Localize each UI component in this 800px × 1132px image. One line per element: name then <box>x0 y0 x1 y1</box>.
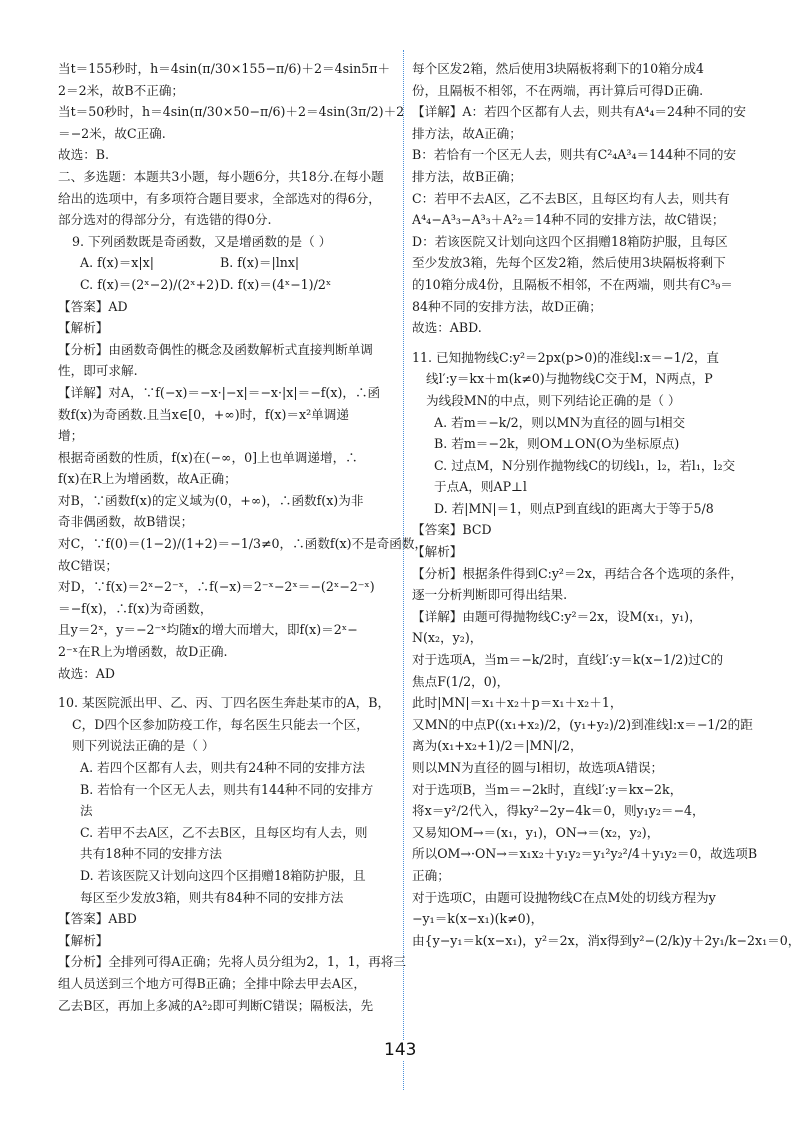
text-line: A⁴₄−A³₃−A³₃＋A²₂＝14种不同的安排方法，故C错误； <box>412 212 725 228</box>
text-line: 每个区发2箱，然后使用3块隔板将剩下的10箱分成4 <box>412 61 704 76</box>
text-line: 的10箱分成4份，且隔板不相邻，不在两端，则共有C³₉＝ <box>412 276 733 292</box>
text-line: 则以MN为直径的圆与l相切，故选项A错误； <box>412 760 664 775</box>
text-line: 又易知OM→＝(x₁，y₁)，ON→＝(x₂，y₂)， <box>412 824 660 840</box>
text-line: 【解析】 <box>58 320 109 336</box>
text-line: 共有18种不同的安排方法 <box>80 846 222 862</box>
option-text: B. f(x)＝|lnx| <box>220 255 300 271</box>
column-divider <box>403 50 404 1090</box>
text-line: 每区至少发放3箱，则共有84种不同的安排方法 <box>80 889 344 905</box>
text-line: 故选：B. <box>58 147 110 163</box>
text-line: 对C，∵f(0)＝(1−2)/(1+2)＝−1/3≠0，∴函数f(x)不是奇函数， <box>58 536 428 552</box>
text-line: 对B，∵函数f(x)的定义域为(0，+∞)，∴函数f(x)为非 <box>58 492 364 508</box>
text-line: 84种不同的安排方法，故D正确； <box>412 298 602 314</box>
text-line: 对于选项A，当m＝−k/2时，直线l′:y＝k(x−1/2)过C的 <box>412 652 724 668</box>
text-line: 故选：AD <box>58 665 115 681</box>
text-line: 将x＝y²/2代入，得ky²−2y−4k＝0，则y₁y₂＝−4， <box>412 803 705 819</box>
text-line: 【详解】对A，∵f(−x)＝−x·|−x|＝−x·|x|＝−f(x)，∴函 <box>58 384 381 400</box>
text-line: 【解析】 <box>412 544 463 560</box>
text-line: 逐一分析判断即可得出结果. <box>412 587 568 603</box>
text-line: 排方法，故B正确； <box>412 168 523 184</box>
text-line: 线l′:y＝kx＋m(k≠0)与抛物线C交于M，N两点，P <box>426 371 713 387</box>
text-line: 排方法，故A正确； <box>412 125 522 141</box>
spacer <box>412 339 750 347</box>
text-line: 对于选项C，由题可设抛物线C在点M处的切线方程为y <box>412 889 716 905</box>
text-line: A. 若四个区都有人去，则共有24种不同的安排方法 <box>80 760 366 775</box>
text-line: D. 若该医院又计划向这四个区捐赠18箱防护服，且 <box>80 867 366 883</box>
text-line: 【详解】由题可得抛物线C:y²＝2x，设M(x₁，y₁)， <box>412 608 702 624</box>
text-line: 二、多选题：本题共3小题，每小题6分，共18分.在每小题 <box>58 168 384 184</box>
text-line: 故选：ABD. <box>412 320 482 336</box>
option-text: C. f(x)＝(2ˣ−2)/(2ˣ+2) <box>80 276 220 292</box>
text-line: 离为(x₁+x₂+1)/2＝|MN|/2， <box>412 738 583 754</box>
text-line: 2＝2米，故B不正确； <box>58 82 185 98</box>
text-line: 由{y−y₁＝k(x−x₁)，y²＝2x，消x得到y²−(2/k)y＋2y₁/k−2x₁＝0， <box>412 932 800 948</box>
page-number: 143 <box>384 1040 417 1060</box>
text-line: 增； <box>58 428 84 444</box>
text-line: N(x₂，y₂)， <box>412 630 483 646</box>
text-line <box>58 274 396 296</box>
text-line: ＝−2米，故C正确. <box>58 125 166 141</box>
text-line: f(x)在R上为增函数，故A正确； <box>58 471 237 487</box>
text-line: 当t＝50秒时，h＝4sin(π/30×50−π/6)＋2＝4sin(3π/2)＋2 <box>58 104 405 120</box>
text-line: 根据奇函数的性质，f(x)在(−∞，0]上也单调递增，∴ <box>58 449 358 465</box>
text-line: 于点A，则AP⊥l <box>434 479 527 495</box>
text-line: 则下列说法正确的是（ ） <box>72 738 215 754</box>
text-line: 正确； <box>412 867 450 883</box>
text-line: B. 若恰有一个区无人去，则共有144种不同的安排方 <box>80 781 374 797</box>
text-line: 【答案】ABD <box>58 911 137 927</box>
text-line: 性，即可求解. <box>58 363 138 379</box>
text-line: 组人员送到三个地方可得B正确；全排中除去甲去A区， <box>58 975 367 991</box>
text-line: 【分析】全排列可得A正确；先将人员分组为2，1，1，再将三 <box>58 954 406 970</box>
text-line: ＝−f(x)，∴f(x)为奇函数， <box>58 600 213 616</box>
text-line: 且y＝2ˣ，y＝−2⁻ˣ均随x的增大而增大，即f(x)＝2ˣ− <box>58 622 358 638</box>
text-line: A. 若m＝−k/2，则以MN为直径的圆与l相交 <box>434 414 686 430</box>
option-text: D. f(x)＝(4ˣ−1)/2ˣ <box>220 276 332 292</box>
text-line: 又MN的中点P((x₁+x₂)/2，(y₁+y₂)/2)到准线l:x＝−1/2的距 <box>412 716 753 732</box>
text-line: B. 若m＝−2k，则OM⊥ON(O为坐标原点) <box>434 436 680 452</box>
text-line: 所以OM→·ON→＝x₁x₂＋y₁y₂＝y₁²y₂²/4＋y₁y₂＝0，故选项B <box>412 846 758 862</box>
text-line: B：若恰有一个区无人去，则共有C²₄A³₄＝144种不同的安 <box>412 147 737 163</box>
text-line: 故C错误； <box>58 557 119 573</box>
text-line: D. 若|MN|＝1，则点P到直线l的距离大于等于5/8 <box>434 500 714 516</box>
text-line: 9. 下列函数既是奇函数，又是增函数的是（ ） <box>72 233 332 249</box>
text-line: D：若该医院又计划向这四个区捐赠18箱防护服，且每区 <box>412 233 728 249</box>
text-line: 份，且隔板不相邻，不在两端，再计算后可得D正确. <box>412 82 704 98</box>
text-line: 【分析】根据条件得到C:y²＝2x，再结合各个选项的条件， <box>412 565 743 581</box>
text-line: 【答案】AD <box>58 298 128 314</box>
text-line: 数f(x)为奇函数.且当x∈[0，+∞)时，f(x)＝x²单调递 <box>58 406 349 422</box>
text-line: 法 <box>80 803 93 819</box>
text-line: 奇非偶函数，故B错误； <box>58 514 194 530</box>
text-line: 此时|MN|＝x₁＋x₂＋p＝x₁＋x₂＋1， <box>412 695 623 711</box>
text-line: −y₁＝k(x−x₁)(k≠0)， <box>412 911 544 927</box>
text-line: 给出的选项中，有多项符合题目要求，全部选对的得6分， <box>58 190 381 206</box>
text-line: 焦点F(1/2，0)， <box>412 673 510 689</box>
text-line: 至少发放3箱，先每个区发2箱，然后使用3块隔板将剩下 <box>412 255 726 271</box>
right-column <box>412 58 800 951</box>
text-line: 部分选对的得部分分，有选错的得0分. <box>58 212 272 228</box>
text-line: C. 过点M，N分别作抛物线C的切线l₁，l₂，若l₁，l₂交 <box>434 457 736 473</box>
option-text: A. f(x)＝x|x| <box>80 255 154 271</box>
text-line: 10. 某医院派出甲、乙、丙、丁四名医生奔赴某市的A，B， <box>58 695 391 711</box>
text-line: 为线段MN的中点，则下列结论正确的是（ ） <box>426 392 681 408</box>
text-line: 【分析】由函数奇偶性的概念及函数解析式直接判断单调 <box>58 341 373 357</box>
text-line: 【详解】A：若四个区都有人去，则共有A⁴₄＝24种不同的安 <box>412 104 746 120</box>
text-line: 【解析】 <box>58 932 109 948</box>
text-line: 【答案】BCD <box>412 522 492 538</box>
spacer <box>58 684 396 692</box>
text-line <box>58 252 396 274</box>
text-line: C. 若甲不去A区，乙不去B区，且每区均有人去，则 <box>80 824 368 840</box>
text-line: 乙去B区，再加上多减的A²₂即可判断C错误；隔板法，先 <box>58 997 374 1013</box>
text-line: 当t＝155秒时，h＝4sin(π/30×155−π/6)＋2＝4sin5π＋ <box>58 61 391 76</box>
text-line: C：若甲不去A区，乙不去B区，且每区均有人去，则共有 <box>412 190 730 206</box>
text-line: 对D，∵f(x)＝2ˣ−2⁻ˣ，∴f(−x)＝2⁻ˣ−2ˣ＝−(2ˣ−2⁻ˣ) <box>58 579 375 595</box>
text-line: 11. 已知抛物线C:y²＝2px(p>0)的准线l:x＝−1/2，直 <box>412 349 720 365</box>
text-line: 对于选项B，当m＝−2k时，直线l′:y＝kx−2k， <box>412 781 683 797</box>
text-line: 2⁻ˣ在R上为增函数，故D正确. <box>58 644 228 660</box>
text-line: C，D四个区参加防疫工作，每名医生只能去一个区， <box>72 716 369 732</box>
left-column <box>58 58 428 1016</box>
